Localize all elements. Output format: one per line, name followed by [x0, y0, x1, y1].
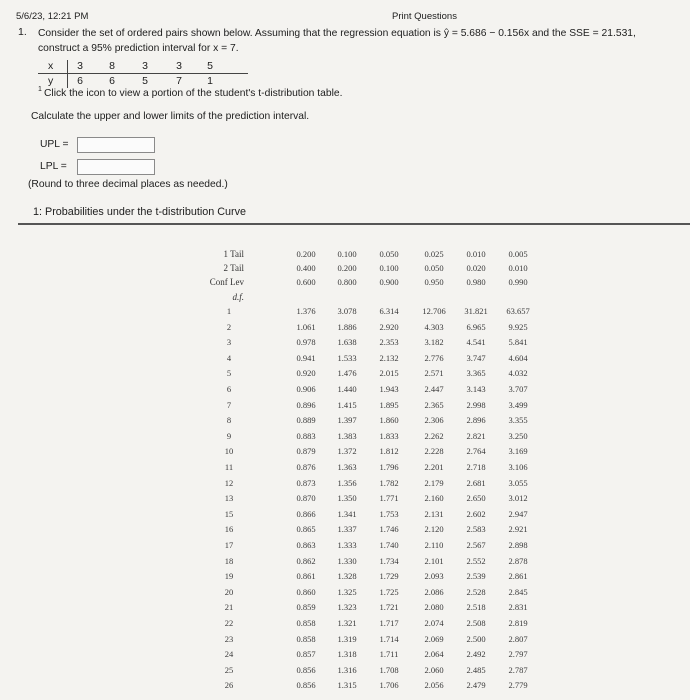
table-value-cell: 1.771 — [379, 493, 399, 504]
table-value-cell: 3.078 — [337, 306, 357, 316]
table-value-cell: 2.567 — [466, 540, 486, 550]
table-value-cell: 1.341 — [337, 508, 357, 519]
table-df-cell: 22 — [224, 618, 234, 628]
table-value-cell: 1.782 — [379, 477, 399, 488]
x-label: x — [48, 60, 54, 72]
table-value-cell: 0.889 — [296, 415, 316, 426]
table-df-cell: 6 — [226, 384, 232, 394]
table-value-cell: 2.571 — [424, 368, 444, 379]
table-df-cell: 18 — [224, 555, 234, 566]
table-value-cell: 0.883 — [296, 430, 316, 441]
table-value-cell: 4.032 — [508, 368, 528, 379]
table-value-cell: 2.821 — [466, 430, 486, 441]
x-value-cell: 5 — [207, 60, 213, 72]
table-value-cell: 3.707 — [508, 384, 528, 394]
table-value-cell: 2.764 — [466, 446, 486, 457]
table-value-cell: 1.943 — [379, 384, 399, 394]
table-value-cell: 12.706 — [422, 306, 446, 316]
table-header-cell: 0.025 — [424, 249, 444, 259]
y-value-cell: 6 — [77, 75, 83, 87]
table-df-cell: 24 — [224, 649, 234, 660]
table-value-cell: 1.330 — [337, 555, 357, 566]
table-value-cell: 1.061 — [296, 321, 316, 332]
table-value-cell: 3.182 — [424, 337, 444, 348]
table-value-cell: 0.896 — [296, 399, 316, 410]
table-df-cell: 15 — [224, 508, 234, 519]
table-header-cell: 0.050 — [424, 263, 444, 273]
table-value-cell: 3.106 — [508, 462, 528, 472]
table-value-cell: 0.861 — [296, 571, 316, 582]
table-value-cell: 2.110 — [424, 540, 444, 550]
table-value-cell: 2.508 — [466, 618, 486, 628]
table-header-cell: 0.100 — [379, 263, 399, 273]
table-value-cell: 3.250 — [508, 430, 528, 441]
table-value-cell: 1.328 — [337, 571, 357, 582]
table-header-cell: 0.200 — [337, 263, 357, 273]
table-value-cell: 1.725 — [379, 586, 399, 597]
table-row-label: 2 Tail — [223, 263, 244, 273]
table-header-cell: 0.050 — [379, 249, 399, 259]
table-value-cell: 6.965 — [466, 321, 486, 332]
popup-divider — [18, 223, 690, 225]
table-value-cell: 2.920 — [379, 321, 399, 332]
table-value-cell: 2.228 — [424, 446, 444, 457]
table-value-cell: 1.886 — [337, 321, 357, 332]
table-value-cell: 0.879 — [296, 446, 316, 457]
table-df-cell: 11 — [224, 462, 234, 472]
y-value-cell: 5 — [142, 75, 148, 87]
table-value-cell: 1.740 — [379, 540, 399, 550]
table-value-cell: 1.746 — [379, 524, 399, 535]
table-value-cell: 2.179 — [424, 477, 444, 488]
x-value-cell: 8 — [109, 60, 115, 72]
table-value-cell: 2.365 — [424, 399, 444, 410]
table-value-cell: 1.729 — [379, 571, 399, 582]
y-label: y — [48, 75, 54, 87]
table-value-cell: 0.859 — [296, 602, 316, 613]
table-df-cell: 3 — [226, 337, 232, 348]
table-header-cell: 0.900 — [379, 277, 399, 287]
table-header-cell: 0.400 — [296, 263, 316, 273]
table-header-cell: 0.010 — [508, 263, 528, 273]
table-header-cell: 0.020 — [466, 263, 486, 273]
table-value-cell: 6.314 — [379, 306, 399, 316]
table-value-cell: 0.858 — [296, 633, 316, 644]
table-value-cell: 1.476 — [337, 368, 357, 379]
lpl-input[interactable] — [77, 159, 155, 175]
table-value-cell: 0.920 — [296, 368, 316, 379]
table-row-label: d.f. — [232, 292, 244, 302]
table-value-cell: 2.064 — [424, 649, 444, 660]
table-value-cell: 1.356 — [337, 477, 357, 488]
timestamp: 5/6/23, 12:21 PM — [16, 11, 89, 22]
table-value-cell: 3.169 — [508, 446, 528, 457]
table-value-cell: 2.056 — [424, 680, 444, 691]
table-value-cell: 2.086 — [424, 586, 444, 597]
table-value-cell: 1.753 — [379, 508, 399, 519]
table-value-cell: 1.812 — [379, 446, 399, 457]
table-value-cell: 31.821 — [464, 306, 488, 316]
table-value-cell: 1.860 — [379, 415, 399, 426]
table-value-cell: 2.861 — [508, 571, 528, 582]
y-value-cell: 6 — [109, 75, 115, 87]
table-value-cell: 2.947 — [508, 508, 528, 519]
table-value-cell: 2.485 — [466, 664, 486, 675]
table-value-cell: 5.841 — [508, 337, 528, 348]
table-value-cell: 1.350 — [337, 493, 357, 504]
table-header-cell: 0.980 — [466, 277, 486, 287]
table-header-cell: 0.010 — [466, 249, 486, 259]
table-df-cell: 5 — [226, 368, 232, 379]
table-header-cell: 0.005 — [508, 249, 528, 259]
table-value-cell: 2.681 — [466, 477, 486, 488]
y-value-cell: 1 — [207, 75, 213, 87]
table-value-cell: 2.650 — [466, 493, 486, 504]
table-value-cell: 2.845 — [508, 586, 528, 597]
table-df-cell: 20 — [224, 586, 234, 597]
table-value-cell: 0.870 — [296, 493, 316, 504]
table-value-cell: 2.819 — [508, 618, 528, 628]
table-value-cell: 3.355 — [508, 415, 528, 426]
table-value-cell: 2.539 — [466, 571, 486, 582]
rounding-note: (Round to three decimal places as needed.) — [28, 179, 228, 190]
table-value-cell: 0.862 — [296, 555, 316, 566]
table-value-cell: 1.721 — [379, 602, 399, 613]
question-line2: construct a 95% prediction interval for x = 7. — [38, 43, 239, 54]
table-value-cell: 1.714 — [379, 633, 399, 644]
table-value-cell: 2.120 — [424, 524, 444, 535]
table-value-cell: 4.541 — [466, 337, 486, 348]
table-value-cell: 0.866 — [296, 508, 316, 519]
table-value-cell: 1.337 — [337, 524, 357, 535]
table-df-cell: 26 — [224, 680, 234, 691]
table-value-cell: 2.787 — [508, 664, 528, 675]
table-header-cell: 0.200 — [296, 249, 316, 259]
table-value-cell: 2.518 — [466, 602, 486, 613]
table-value-cell: 3.012 — [508, 493, 528, 504]
table-df-cell: 25 — [224, 664, 234, 675]
table-value-cell: 2.807 — [508, 633, 528, 644]
table-value-cell: 2.779 — [508, 680, 528, 691]
table-value-cell: 2.878 — [508, 555, 528, 566]
table-value-cell: 1.706 — [379, 680, 399, 691]
table-row-label: Conf Lev — [209, 277, 244, 287]
table-value-cell: 2.093 — [424, 571, 444, 582]
table-value-cell: 1.323 — [337, 602, 357, 613]
table-value-cell: 1.734 — [379, 555, 399, 566]
table-value-cell: 2.069 — [424, 633, 444, 644]
table-value-cell: 3.055 — [508, 477, 528, 488]
table-value-cell: 2.080 — [424, 602, 444, 613]
table-value-cell: 1.397 — [337, 415, 357, 426]
table-df-cell: 12 — [224, 477, 234, 488]
question-number: 1. — [18, 26, 27, 38]
x-value-cell: 3 — [176, 60, 182, 72]
table-value-cell: 2.262 — [424, 430, 444, 441]
footnote-link[interactable]: Click the icon to view a portion of the student's t-distribution table. — [44, 88, 343, 99]
table-value-cell: 2.131 — [424, 508, 444, 519]
table-value-cell: 0.906 — [296, 384, 316, 394]
table-value-cell: 0.863 — [296, 540, 316, 550]
table-df-cell: 4 — [226, 352, 232, 363]
table-value-cell: 1.325 — [337, 586, 357, 597]
table-header-cell: 0.100 — [337, 249, 357, 259]
table-value-cell: 1.363 — [337, 462, 357, 472]
table-value-cell: 2.583 — [466, 524, 486, 535]
table-df-cell: 8 — [226, 415, 232, 426]
table-header-cell: 0.800 — [337, 277, 357, 287]
table-df-cell: 21 — [224, 602, 234, 613]
table-df-cell: 19 — [224, 571, 234, 582]
table-header-cell: 0.600 — [296, 277, 316, 287]
table-value-cell: 0.856 — [296, 664, 316, 675]
table-value-cell: 1.796 — [379, 462, 399, 472]
print-title: Print Questions — [392, 11, 457, 22]
table-df-cell: 17 — [224, 540, 234, 550]
table-value-cell: 3.143 — [466, 384, 486, 394]
table-value-cell: 0.876 — [296, 462, 316, 472]
x-value-cell: 3 — [77, 60, 83, 72]
y-value-cell: 7 — [176, 75, 182, 87]
table-value-cell: 1.833 — [379, 430, 399, 441]
table-value-cell: 2.447 — [424, 384, 444, 394]
table-value-cell: 1.440 — [337, 384, 357, 394]
table-df-cell: 10 — [224, 446, 234, 457]
table-value-cell: 2.552 — [466, 555, 486, 566]
table-value-cell: 0.941 — [296, 352, 316, 363]
xy-table-hline — [38, 73, 248, 74]
table-value-cell: 2.998 — [466, 399, 486, 410]
table-value-cell: 1.383 — [337, 430, 357, 441]
table-value-cell: 2.060 — [424, 664, 444, 675]
table-df-cell: 1 — [226, 306, 232, 316]
table-df-cell: 13 — [224, 493, 234, 504]
table-value-cell: 1.376 — [296, 306, 316, 316]
table-value-cell: 1.333 — [337, 540, 357, 550]
table-value-cell: 1.638 — [337, 337, 357, 348]
table-value-cell: 1.316 — [337, 664, 357, 675]
table-header-cell: 0.990 — [508, 277, 528, 287]
table-value-cell: 1.372 — [337, 446, 357, 457]
table-value-cell: 0.873 — [296, 477, 316, 488]
footnote-mark: 1 — [38, 86, 42, 93]
table-value-cell: 0.978 — [296, 337, 316, 348]
table-df-cell: 7 — [226, 399, 232, 410]
table-value-cell: 2.492 — [466, 649, 486, 660]
table-value-cell: 2.898 — [508, 540, 528, 550]
table-value-cell: 4.303 — [424, 321, 444, 332]
table-value-cell: 0.865 — [296, 524, 316, 535]
table-value-cell: 1.708 — [379, 664, 399, 675]
table-value-cell: 2.776 — [424, 352, 444, 363]
instruction-text: Calculate the upper and lower limits of the prediction interval. — [31, 111, 310, 122]
table-value-cell: 1.321 — [337, 618, 357, 628]
x-value-cell: 3 — [142, 60, 148, 72]
table-value-cell: 63.657 — [506, 306, 530, 316]
table-value-cell: 2.306 — [424, 415, 444, 426]
table-value-cell: 1.318 — [337, 649, 357, 660]
table-value-cell: 2.201 — [424, 462, 444, 472]
table-value-cell: 1.895 — [379, 399, 399, 410]
table-value-cell: 1.315 — [337, 680, 357, 691]
table-df-cell: 2 — [226, 321, 232, 332]
table-value-cell: 2.074 — [424, 618, 444, 628]
table-value-cell: 0.856 — [296, 680, 316, 691]
table-value-cell: 2.500 — [466, 633, 486, 644]
upl-input[interactable] — [77, 137, 155, 153]
table-value-cell: 1.533 — [337, 352, 357, 363]
table-value-cell: 1.415 — [337, 399, 357, 410]
table-value-cell: 2.921 — [508, 524, 528, 535]
table-header-cell: 0.950 — [424, 277, 444, 287]
table-value-cell: 3.499 — [508, 399, 528, 410]
question-line1: Consider the set of ordered pairs shown below. Assuming that the regression equation is ŷ = 5.686 − 0.156x and the SSE = 21.531, — [38, 28, 636, 39]
table-value-cell: 1.711 — [379, 649, 399, 660]
table-value-cell: 2.479 — [466, 680, 486, 691]
table-df-cell: 23 — [224, 633, 234, 644]
table-row-label: 1 Tail — [223, 249, 244, 259]
table-value-cell: 1.319 — [337, 633, 357, 644]
table-df-cell: 16 — [224, 524, 234, 535]
table-value-cell: 0.858 — [296, 618, 316, 628]
table-value-cell: 3.747 — [466, 352, 486, 363]
lpl-label: LPL = — [40, 161, 67, 172]
table-value-cell: 2.160 — [424, 493, 444, 504]
table-value-cell: 1.717 — [379, 618, 399, 628]
table-value-cell: 3.365 — [466, 368, 486, 379]
table-value-cell: 2.831 — [508, 602, 528, 613]
table-value-cell: 2.101 — [424, 555, 444, 566]
table-df-cell: 9 — [226, 430, 232, 441]
table-value-cell: 2.602 — [466, 508, 486, 519]
table-value-cell: 0.860 — [296, 586, 316, 597]
table-value-cell: 2.528 — [466, 586, 486, 597]
table-value-cell: 2.896 — [466, 415, 486, 426]
table-value-cell: 2.353 — [379, 337, 399, 348]
table-value-cell: 4.604 — [508, 352, 528, 363]
table-value-cell: 2.797 — [508, 649, 528, 660]
table-value-cell: 2.132 — [379, 352, 399, 363]
table-value-cell: 0.857 — [296, 649, 316, 660]
popup-title: 1: Probabilities under the t-distribution Curve — [33, 206, 247, 218]
upl-label: UPL = — [40, 139, 69, 150]
table-value-cell: 2.718 — [466, 462, 486, 472]
table-value-cell: 9.925 — [508, 321, 528, 332]
table-value-cell: 2.015 — [379, 368, 399, 379]
